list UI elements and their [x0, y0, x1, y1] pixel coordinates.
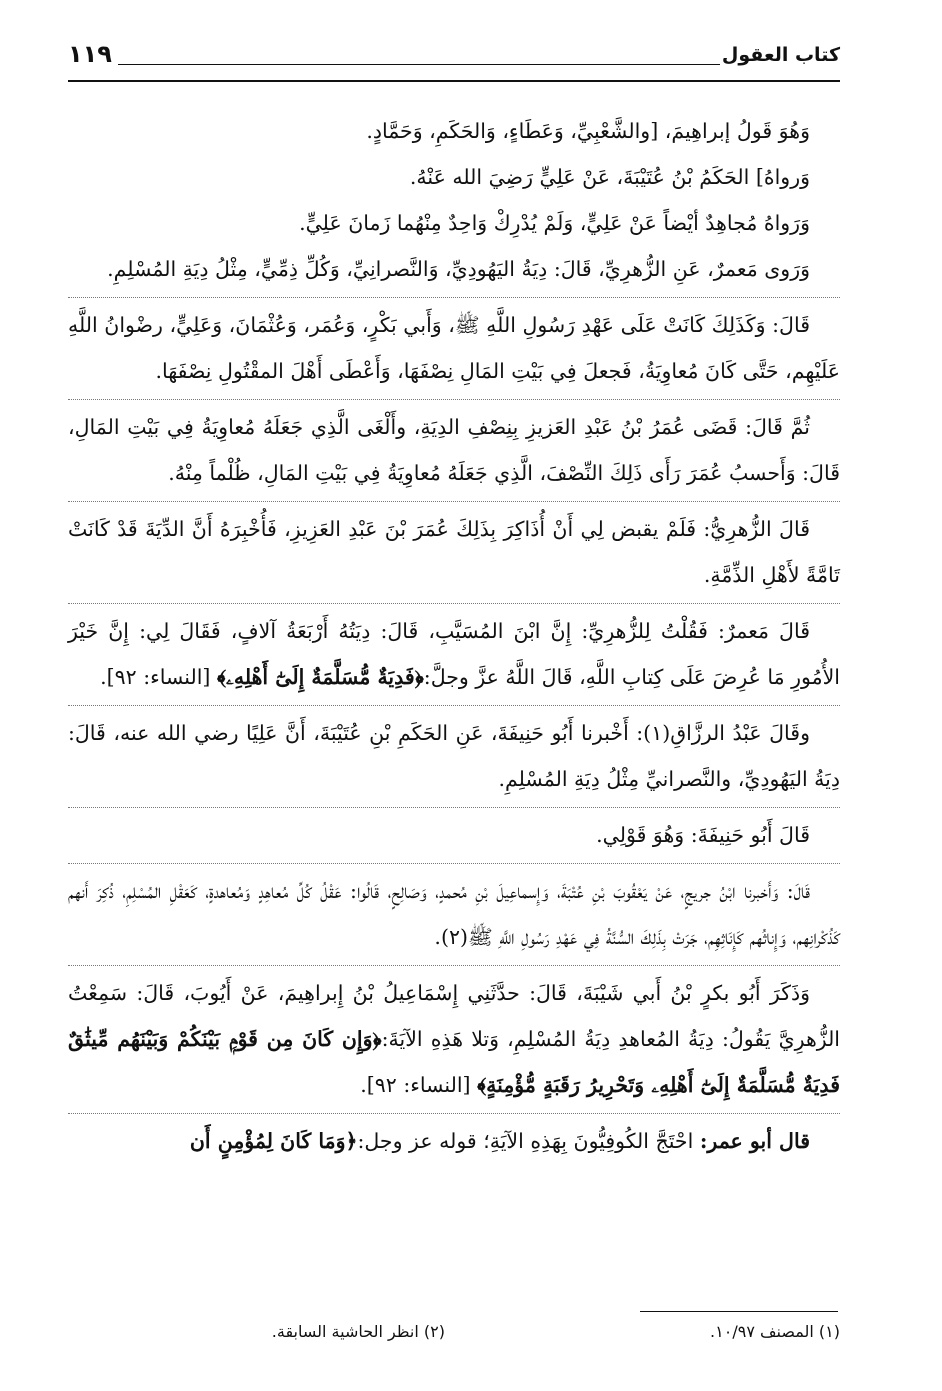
paragraph: [68, 246, 840, 292]
quran-verse: ﴿فَدِيَةٌ مُّسَلَّمَةٌ إِلَىٰٓ أَهْلِهِۦ﴾: [216, 665, 424, 689]
paragraph-text: وَرَواهُ مُجاهِدٌ أيْضاً عَنْ عَلِيٍّ، وَلَمْ يُدْرِكْ وَاحِدٌ مِنْهُما زَمانَ عَلِيٍّ.: [299, 211, 810, 235]
paragraph-text: قَالَ: وَكَذَلِكَ كَانَتْ عَلَى عَهْدِ رَسُولِ اللَّهِ ﷺ، وَأَبي بَكْرٍ، وَعُمَر، وَعُثْمَانَ، وَعَلِيٍّ، رضْوانُ اللَّهِ عَلَيْهِم، حَتَّى كَانَ مُعاوِيَةُ، فَجعلَ فِي بَيْتِ المَالِ نِصْفَهَا، وَأَعْطَى أَهْلَ المقْتُولِ نِصْفَهَا.: [68, 313, 840, 383]
header-rule: [118, 64, 720, 65]
paragraph: [68, 1113, 840, 1164]
paragraph-lead: قال أبو عمر:: [699, 1129, 810, 1153]
quran-verse: ﴿وَإِن كَانَ مِن قَوْمِۭ بَيْنَكُمْ وَبَيْنَهُم مِّيثَٰقٌ فَدِيَةٌ مُّسَلَّمَةٌ إِلَىٰٓ أَهْلِهِۦ وَتَحْرِيرُ رَقَبَةٍ مُّؤْمِنَةٍ﴾: [68, 1027, 840, 1097]
page-header: [68, 36, 840, 80]
quran-verse: ﴿وَمَا كَانَ لِمُؤْمِنٍ أَن: [189, 1129, 358, 1153]
footnote-2: (٢) انظر الحاشية السابقة.: [271, 1322, 445, 1341]
paragraph: [68, 200, 840, 246]
footnote-rule: [640, 1311, 838, 1312]
paragraph-text: وَرَوى مَعمرٌ، عَنِ الزُّهرِيِّ، قَالَ: دِيَةُ اليَهُودِيِّ، وَالنَّصرانِيِّ، وَكُلِّ ذِمِّيٍّ، مِثْلُ دِيَةِ المُسْلِمِ.: [107, 257, 810, 281]
paragraph-text: وَهُوَ قَولُ إبراهِيمَ، [والشَّعْبِيِّ، وَعَطَاءٍ، وَالحَكَمِ، وَحَمَّادٍ.: [366, 119, 810, 143]
verse-reference: [النساء: ٩٢].: [100, 665, 217, 689]
paragraph: [68, 965, 840, 1108]
paragraph: [68, 501, 840, 598]
paragraph-text: قَالَ أَبُو حَنِيفَةَ: وَهُوَ قَوْلِي.: [596, 823, 810, 847]
paragraph-text: ثُمَّ قَالَ: قَضَى عُمَرُ بْنُ عَبْدِ العَزيزِ بِنِصْفِ الدِيَةِ، وأَلْغَى الَّذِي جَعَلَهُ مُعاوِيَةُ فِي بَيْتِ المَالِ، قَالَ: وَأَحسبُ عُمَرَ رَأَى ذَلِكَ النِّصْفَ، الَّذِي جَعَلَهُ مُعاوِيَةُ فِي بَيْتِ المَالِ، ظُلْماً مِنْهُ.: [68, 415, 840, 485]
paragraph-text: احْتَجَّ الكُوفِيُّونَ بِهَذِهِ الآيَةِ؛ قوله عز وجل:: [357, 1129, 700, 1153]
paragraph: [68, 108, 840, 154]
paragraph: [68, 297, 840, 394]
verse-reference: [النساء: ٩٢].: [360, 1073, 478, 1097]
paragraph-text: وَذَكَرَ أَبُو بكرٍ بْنُ أَبي شَيْبَةَ، قَالَ: حدَّثَنِي إِسْمَاعِيلُ بْنُ إِبراهِيمَ، عَنْ أَيُوبَ، قَالَ: سَمِعْتُ الزُّهرِيَّ يَقُولُ: دِيَةُ المُعاهدِ دِيَةُ المُسْلِمِ، وَتلا هَذِهِ الآيَةَ:: [68, 981, 841, 1051]
paragraph: [68, 399, 840, 496]
paragraph: [68, 154, 840, 200]
footnotes: [68, 1322, 840, 1356]
running-title: كتاب العقول: [721, 44, 840, 66]
paragraph-text: قَالَ الزُّهرِيُّ: فَلَمْ يقبض لِي أَنْ أُذَاكِرَ بِذَلِكَ عُمَرَ بْنَ عَبْدِ العَزِيزِ، فَأُخْبِرَهُ أَنَّ الدِّيَةَ قَدْ كَانَتْ تَامَّةً لأَهْلِ الذِّمَّةِ.: [68, 517, 840, 587]
page-number: ١١٩: [68, 40, 112, 68]
paragraph: [68, 705, 840, 802]
paragraph-text: قَالَ: وَأَخبرنا ابْنُ جريجٍ، عَنْ يَعْقُوبَ بْنِ عُتْبَةَ، وَإِسماعِيلَ بْنِ مُحمدٍ، وَصَالِحٍ، قَالُوا: عَقْلُ كُلِّ مُعاهِدٍ وَمُعاهدةٍ، كَعَقْلِ المُسْلِمِ، ذُكِرَ أَنهم كَذُكْرانِهم، وَإِناثُهم كَإِنَاثِهِم، جَرَتْ بِذَلِكَ السُّنَّةُ فِي عَهْدِ رَسُولِ اللَّهِ ﷺ(٢).: [68, 879, 840, 949]
body-text: [68, 108, 840, 1164]
paragraph: [68, 603, 840, 700]
paragraph: [68, 863, 840, 960]
footnote-1: (١) المصنف ١٠/٩٧.: [710, 1322, 840, 1341]
header-double-rule: [68, 80, 840, 82]
paragraph-text: وقَالَ عَبْدُ الرزَّاقِ(١): أَخْبرنا أَبُو حَنِيفَةَ، عَنِ الحَكَمِ بْنِ عُتَيْبَةَ، أَنَّ عَلِيًا رضي الله عنه، قَالَ: دِيَةُ اليَهُودِيِّ، والنَّصرانيِّ مِثْلُ دِيَةِ المُسْلِمِ.: [68, 721, 840, 791]
paragraph: [68, 807, 840, 858]
paragraph-text: وَرواهُ] الحَكَمُ بْنُ عُتَيْبَةَ، عَنْ عَلِيٍّ رَضِيَ الله عَنْهُ.: [409, 165, 810, 189]
paragraph-text: قَالَ مَعمرٌ: فَقُلْتُ لِلزُّهرِيِّ: إِنَّ ابْنَ المُسَيَّبِ، قَالَ: دِيَتُهُ أَرْبَعَةُ آلافٍ، فَقَالَ لِي: إِنَّ خَيْرَ الأُمُورِ مَا عُرِضَ عَلَى كِتابِ اللَّهِ، قَالَ اللَّهُ عزَّ وجلَّ:: [68, 619, 840, 689]
